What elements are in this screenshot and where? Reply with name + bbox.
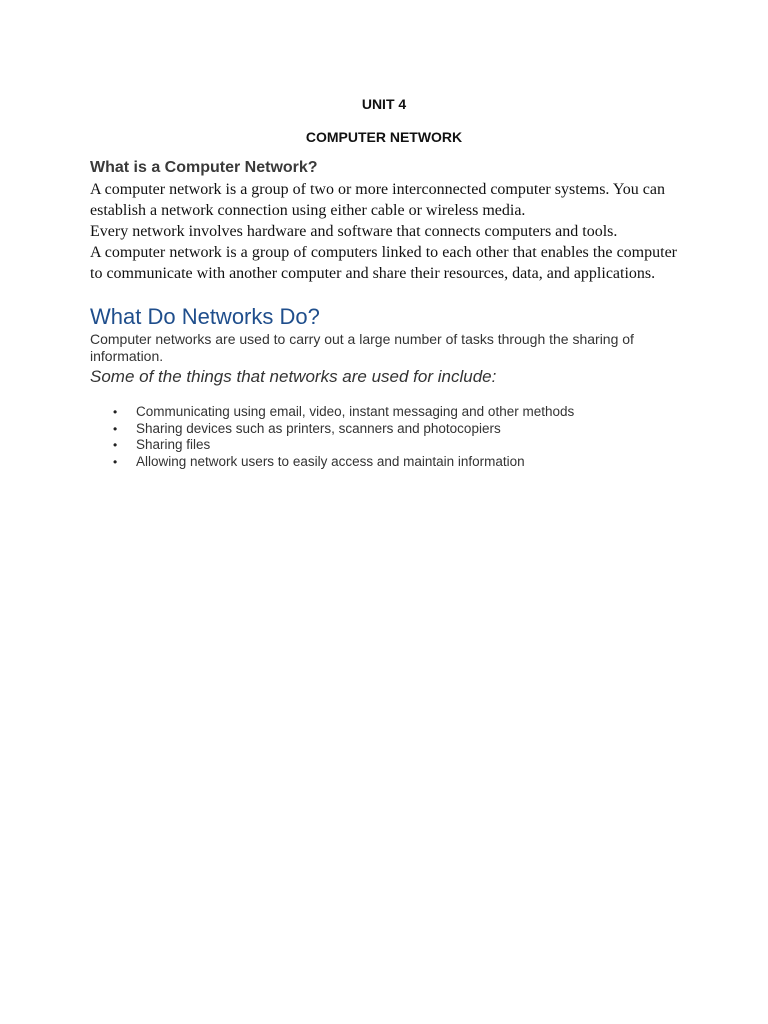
paragraph-definition: A computer network is a group of two or more interconnected computer systems. You can establish a network connection using either cable or wireless media. xyxy=(90,181,665,219)
bullet-icon: • xyxy=(113,405,118,419)
bullet-icon: • xyxy=(113,438,118,452)
unit-title: UNIT 4 xyxy=(361,96,407,112)
list-item-text: Sharing devices such as printers, scanners and photocopiers xyxy=(136,420,501,436)
list-item xyxy=(90,421,690,438)
document-title: COMPUTER NETWORK xyxy=(305,129,463,145)
paragraph-tasks: Computer networks are used to carry out a large number of tasks through the sharing of information. xyxy=(90,331,634,364)
list-item-text: Allowing network users to easily access and maintain information xyxy=(136,453,525,469)
uses-list xyxy=(90,404,690,470)
list-item xyxy=(90,454,690,471)
list-item-text: Sharing files xyxy=(136,437,211,452)
section-heading-what-networks-do: What Do Networks Do? xyxy=(90,304,320,329)
bullet-icon: • xyxy=(113,454,118,469)
section-heading-what-is-network: What is a Computer Network? xyxy=(90,159,318,176)
list-item-text: Communicating using email, video, instant messaging and other methods xyxy=(136,404,575,419)
paragraph-resources: A computer network is a group of computers linked to each other that enables the computer to communicate with another computer and share their resources, data, and applications. xyxy=(90,244,677,282)
uses-subheading: Some of the things that networks are used for include: xyxy=(90,367,497,386)
bullet-icon: • xyxy=(113,421,118,436)
paragraph-hardware-software: Every network involves hardware and software that connects computers and tools. xyxy=(90,223,618,240)
list-item xyxy=(90,404,690,421)
list-item xyxy=(90,437,690,454)
